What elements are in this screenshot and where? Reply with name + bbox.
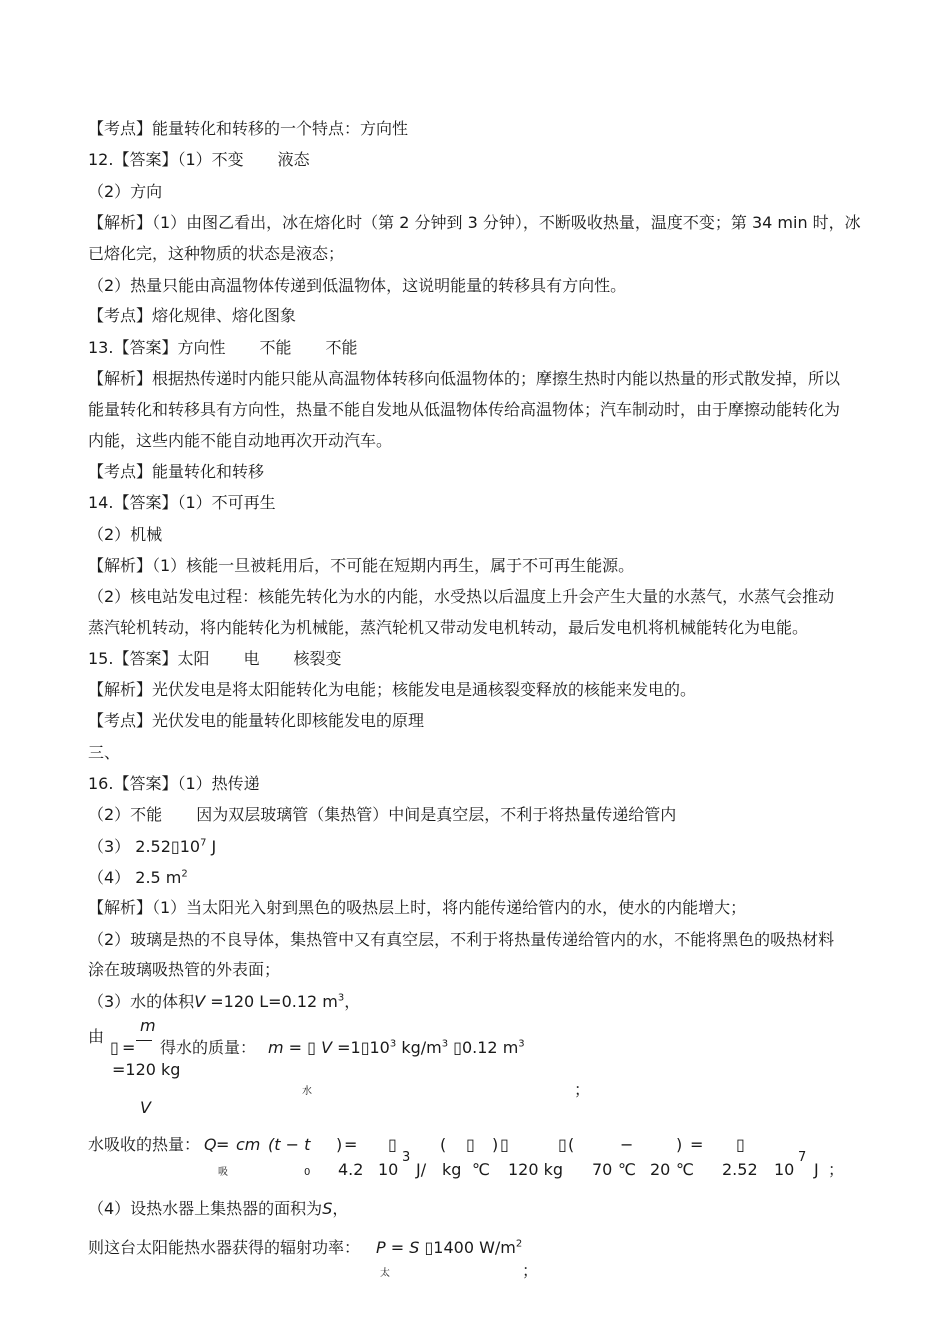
answer-16-2-part1: （2）不能	[88, 805, 163, 824]
heat-cm: cm	[236, 1135, 261, 1154]
volume-symbol-2: V	[321, 1038, 333, 1057]
analysis-16-volume	[88, 992, 360, 1012]
heat-c-value: 4.2	[338, 1160, 364, 1179]
heat-c-unit-j: J/	[416, 1160, 427, 1179]
power-symbol: P	[376, 1238, 386, 1257]
answer-15-part2: 电	[243, 649, 260, 668]
formula-result: =120 kg	[112, 1060, 181, 1079]
answer-14-2: （2）机械	[88, 525, 163, 544]
heat-result-base: 10	[774, 1160, 795, 1179]
heat-rparen1: )	[492, 1135, 499, 1154]
heat-mult3: ▯	[558, 1135, 567, 1154]
volume-value: =120 L=0.12 m	[205, 992, 338, 1011]
density-base: 10	[369, 1038, 390, 1057]
analysis-14-line1: 【解析】（1）核能一旦被耗用后，不可能在短期内再生，属于不可再生能源。	[88, 556, 635, 575]
formula-numerator: m	[140, 1016, 156, 1035]
heat-c-unit-c: ℃	[472, 1160, 490, 1179]
mass-equals: =	[283, 1038, 308, 1057]
formula-text: 得水的质量：	[160, 1038, 257, 1057]
heat-Q: Q	[204, 1135, 217, 1154]
answer-14: 14.【答案】（1）不可再生	[88, 493, 276, 512]
power-exp: 2	[515, 1238, 523, 1250]
analysis-12-line1: 【解析】（1）由图乙看出，冰在熔化时（第 2 分钟到 3 分钟），不断吸收热量，温度不变；第 34 min 时，冰	[88, 213, 861, 232]
power-semicolon: ；	[522, 1261, 539, 1280]
formula-you: 由	[88, 1027, 105, 1046]
formula-water-sub: 水	[302, 1086, 312, 1097]
analysis-13-line2: 能量转化和转移具有方向性，热量不能自发地从低温物体传给高温物体；汽车制动时，由于摩擦动能转化为	[88, 400, 841, 419]
kaodian-12: 【考点】熔化规律、熔化图象	[88, 306, 297, 325]
analysis-12-line2: 已熔化完，这种物质的状态是液态；	[88, 244, 345, 263]
heat-mult2: ▯	[500, 1135, 509, 1154]
analysis-13-line3: 内能，这些内能不能自动地再次开动汽车。	[88, 431, 393, 450]
power-expression: P = S ▯1400 $W/m^2$	[376, 1238, 523, 1257]
kaodian-11: 【考点】能量转化和转移的一个特点：方向性	[88, 119, 409, 138]
heat-result-unit: J	[814, 1160, 819, 1179]
heat-c-unit-kg: kg	[442, 1160, 462, 1179]
area-comma: ，	[332, 1199, 349, 1218]
heat-result-exp: 7	[798, 1150, 807, 1165]
answer-16-4-value: （4） 2.5 m	[88, 868, 182, 887]
answer-13-part1: 13.【答案】方向性	[88, 338, 226, 357]
heat-eq1: =	[216, 1135, 230, 1154]
heat-mult1: ▯	[388, 1135, 397, 1154]
density-unit: kg/m	[396, 1038, 442, 1057]
heat-lparen2: (	[568, 1135, 575, 1154]
analysis-13-line1: 【解析】根据热传递时内能只能从高温物体转移向低温物体的；摩擦生热时内能以热量的形式散发掉，所以	[88, 369, 841, 388]
density-coeff: =1	[332, 1038, 361, 1057]
heat-t-initial-unit: ℃	[676, 1160, 694, 1179]
formula-mass: m = ▯ $V =1▯10^3$ $kg/m^3$ ▯0.12 $m^3$	[268, 1038, 525, 1057]
analysis-15: 【解析】光伏发电是将太阳能转化为电能；核能发电是通核裂变释放的核能来发电的。	[88, 680, 697, 699]
kaodian-13: 【考点】能量转化和转移	[88, 462, 265, 481]
answer-16-3-base: 10	[179, 837, 201, 856]
heat-rparen2: )	[676, 1135, 683, 1154]
power-sub-tai: 太	[380, 1268, 390, 1279]
power-label: 则这台太阳能热水器获得的辐射功率：	[88, 1238, 361, 1257]
fraction-bar	[136, 1040, 152, 1041]
answer-16-4	[88, 868, 188, 888]
area-text: （4）设热水器上集热器的面积为	[88, 1199, 323, 1218]
heat-c-base: 10	[378, 1160, 399, 1179]
heat-paren: (t − t	[268, 1135, 311, 1154]
mass-symbol: m	[268, 1038, 284, 1057]
answer-16-2	[88, 805, 676, 825]
heat-eq3: =	[690, 1135, 704, 1154]
power-value: 1400 W/m	[433, 1238, 516, 1257]
heat-mass: 120 kg	[508, 1160, 564, 1179]
answer-16-3-unit: J	[206, 837, 217, 856]
analysis-14-line3: 蒸汽轮机转动，将内能转化为机械能，蒸汽轮机又带动发电机转动，最后发电机将机械能转化为电能。	[88, 618, 809, 637]
section-three-heading: 三、	[88, 743, 121, 762]
answer-15	[88, 649, 341, 669]
density-unit-exp: 3	[441, 1038, 449, 1050]
answer-16-3: （3） $2.52▯10^7$ J	[88, 837, 217, 856]
volume-symbol: V	[194, 992, 206, 1011]
answer-16-3-exp: 7	[200, 837, 207, 849]
heat-close: )	[336, 1135, 343, 1154]
answer-15-part1: 15.【答案】太阳	[88, 649, 210, 668]
volume-exp: 3	[337, 992, 345, 1004]
area-symbol: S	[322, 1199, 333, 1218]
heat-result-value: 2.52	[722, 1160, 758, 1179]
power-eq: =	[385, 1238, 410, 1257]
heat-t-initial: 20	[650, 1160, 671, 1179]
heat-semicolon: ；	[828, 1160, 845, 1179]
heat-lparen1: (	[440, 1135, 447, 1154]
heat-sub-xi: 吸	[218, 1167, 228, 1178]
answer-13-part3: 不能	[325, 338, 358, 357]
kaodian-15: 【考点】光伏发电的能量转化即核能发电的原理	[88, 711, 425, 730]
volume-val: 0.12 m	[461, 1038, 519, 1057]
formula-rho: ▯	[110, 1038, 119, 1057]
answer-16-2-part2: 因为双层玻璃管（集热管）中间是真空层，不利于将热量传递给管内	[196, 805, 677, 824]
answer-16-4-exp: 2	[181, 868, 188, 880]
answer-16: 16.【答案】（1）热传递	[88, 774, 260, 793]
heat-minus: −	[620, 1135, 634, 1154]
heat-eq2: =	[344, 1135, 358, 1154]
answer-12-part2: 液态	[277, 150, 310, 169]
heat-mult4: ▯	[736, 1135, 745, 1154]
heat-t-final-unit: ℃	[618, 1160, 636, 1179]
answer-12-2: （2）方向	[88, 182, 163, 201]
analysis-16-line2: （2）玻璃是热的不良导体，集热管中又有真空层，不利于将热量传递给管内的水，不能将黑色的吸热材料	[88, 930, 835, 949]
answer-12	[88, 150, 310, 170]
density-exp: 3	[389, 1038, 397, 1050]
answer-15-part3: 核裂变	[293, 649, 342, 668]
heat-slash: ▯	[466, 1135, 475, 1154]
formula-semicolon: ；	[574, 1080, 591, 1099]
analysis-14-line2: （2）核电站发电过程：核能先转化为水的内能，水受热以后温度上升会产生大量的水蒸气，水蒸气会推动	[88, 587, 835, 606]
heat-c-exp: 3	[402, 1150, 411, 1165]
formula-equals: =	[122, 1038, 136, 1057]
volume-val-exp: 3	[518, 1038, 525, 1050]
answer-12-part1: 12.【答案】（1）不变	[88, 150, 244, 169]
analysis-16-line3: 涂在玻璃吸热管的外表面；	[88, 960, 281, 979]
heat-t-final: 70	[592, 1160, 613, 1179]
heat-label: 水吸收的热量：	[88, 1135, 201, 1154]
analysis-12-line3: （2）热量只能由高温物体传递到低温物体，这说明能量的转移具有方向性。	[88, 276, 627, 295]
answer-16-3-value: （3） 2.52	[88, 837, 171, 856]
volume-comma: ，	[344, 992, 361, 1011]
power-area-symbol: S	[409, 1238, 420, 1257]
formula-denominator: V	[140, 1098, 151, 1117]
analysis-16-area	[88, 1199, 348, 1219]
answer-13	[88, 338, 357, 358]
answer-13-part2: 不能	[259, 338, 292, 357]
heat-sub-zero: 0	[304, 1167, 311, 1178]
volume-text: （3）水的体积	[88, 992, 195, 1011]
analysis-16-line1: 【解析】（1）当太阳光入射到黑色的吸热层上时，将内能传递给管内的水，使水的内能增大；	[88, 898, 747, 917]
